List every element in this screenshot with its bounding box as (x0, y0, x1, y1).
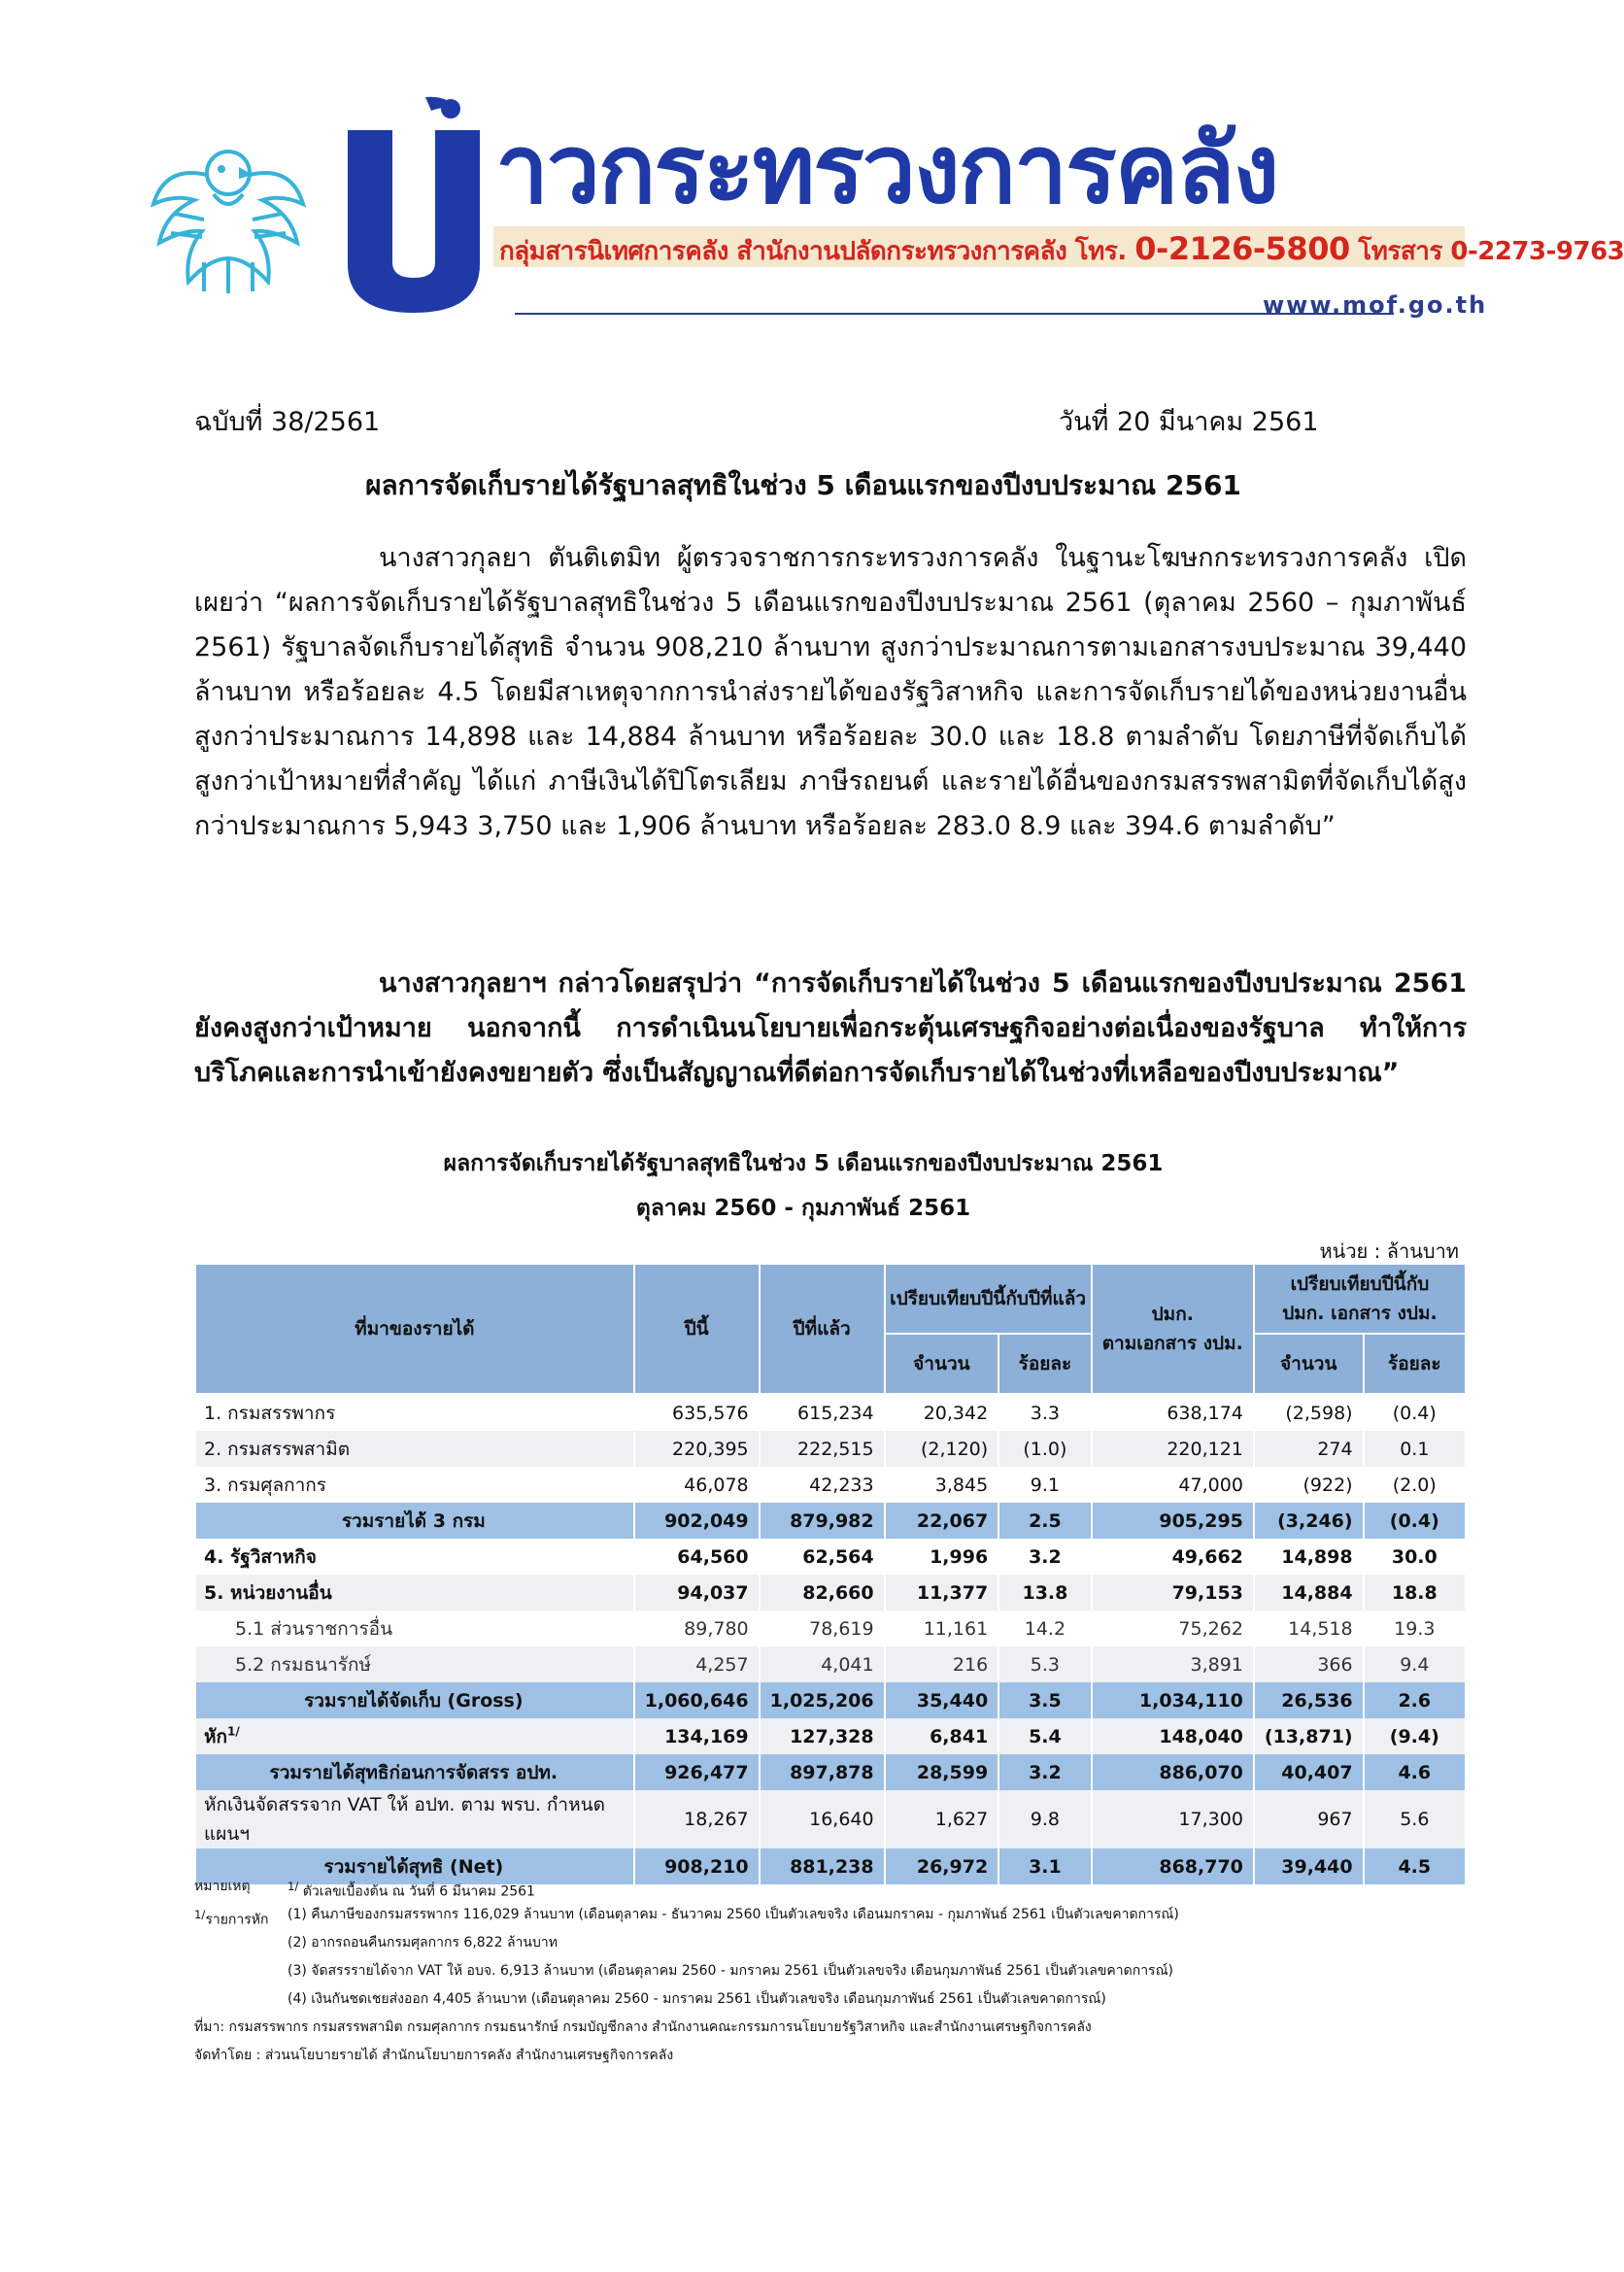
table-row (195, 1467, 1466, 1503)
cell-est-pct: (0.4) (1364, 1503, 1466, 1539)
row-footnote-mark: 1/ (227, 1724, 240, 1739)
source-row (194, 2014, 1467, 2042)
header-compare-estimate-line2: ปมก. เอกสาร งปม. (1282, 1303, 1438, 1324)
table-row (195, 1790, 1466, 1848)
table-unit: หน่วย : ล้านบาท (1319, 1239, 1459, 1263)
cell-est-diff: (13,871) (1254, 1718, 1364, 1754)
deduct-item-1: (1) คืนภาษีของกรมสรรพากร 116,029 ล้านบาท (เดือนตุลาคม - ธันวาคม 2560 เป็นตัวเลขจริง เดือนมกราคม - กุมภาพันธ์ 2561 เป็นตัวเลขคาดการณ์) (288, 1907, 1179, 1922)
deduct-item-row (194, 1929, 1467, 1957)
cell-est-diff: 14,518 (1254, 1611, 1364, 1646)
remark-row (194, 1873, 1467, 1901)
cell-diff: 35,440 (885, 1682, 999, 1718)
cell-this-year: 94,037 (634, 1575, 760, 1611)
remark-sup: 1/ (288, 1880, 299, 1893)
fax-label: โทรสาร (1358, 237, 1442, 266)
phone-number: 0-2126-5800 (1134, 230, 1350, 267)
cell-est-diff: 40,407 (1254, 1754, 1364, 1790)
row-label-text: 1. กรมสรรพากร (204, 1402, 336, 1424)
row-label-text: รวมรายได้ 3 กรม (341, 1509, 486, 1532)
row-label-text: รวมรายได้สุทธิ (Net) (323, 1855, 504, 1878)
cell-diff-pct: 9.8 (998, 1790, 1091, 1848)
header-compare-last-year: เปรียบเทียบปีนี้กับปีที่แล้ว (885, 1264, 1092, 1334)
row-label-text: 5. หน่วยงานอื่น (204, 1581, 332, 1604)
table-subtitle: ตุลาคม 2560 - กุมภาพันธ์ 2561 (635, 1196, 971, 1221)
table-row (195, 1754, 1466, 1790)
issue-number: ฉบับที่ 38/2561 (194, 407, 381, 437)
cell-estimate: 638,174 (1092, 1394, 1254, 1431)
header-amount: จำนวน (885, 1334, 999, 1394)
table-row (195, 1431, 1466, 1467)
cell-estimate: 220,121 (1092, 1431, 1254, 1467)
deduct-item-row (194, 1957, 1467, 1985)
row-label (195, 1646, 634, 1682)
cell-estimate: 47,000 (1092, 1467, 1254, 1503)
row-label (195, 1682, 634, 1718)
cell-diff-pct: 5.4 (998, 1718, 1091, 1754)
cell-estimate: 49,662 (1092, 1539, 1254, 1575)
cell-diff: 28,599 (885, 1754, 999, 1790)
table-row (195, 1394, 1466, 1431)
cell-last-year: 78,619 (760, 1611, 885, 1646)
contact-bar (493, 226, 1624, 267)
cell-diff-pct: 3.3 (998, 1394, 1091, 1431)
row-label (195, 1539, 634, 1575)
row-label (195, 1431, 634, 1467)
cell-est-pct: 30.0 (1364, 1539, 1466, 1575)
deduct-item-4: (4) เงินกันชดเชยส่งออก 4,405 ล้านบาท (เดือนตุลาคม 2560 - มกราคม 2561 เป็นตัวเลขจริง เดือนกุมภาพันธ์ 2561 เป็นตัวเลขคาดการณ์) (288, 1991, 1106, 2007)
cell-est-diff: 14,884 (1254, 1575, 1364, 1611)
cell-diff: 6,841 (885, 1718, 999, 1754)
cell-estimate: 79,153 (1092, 1575, 1254, 1611)
cell-est-diff: 967 (1254, 1790, 1364, 1848)
cell-est-pct: 9.4 (1364, 1646, 1466, 1682)
cell-estimate: 868,770 (1092, 1848, 1254, 1884)
cell-est-pct: 4.5 (1364, 1848, 1466, 1884)
row-label-text: 3. กรมศุลกากร (204, 1474, 326, 1496)
header-estimate-line1: ปมก. (1151, 1304, 1194, 1325)
cell-est-pct: 18.8 (1364, 1575, 1466, 1611)
cell-this-year: 134,169 (634, 1718, 760, 1754)
cell-last-year: 42,233 (760, 1467, 885, 1503)
header-last-year: ปีที่แล้ว (760, 1264, 885, 1394)
table-row (195, 1682, 1466, 1718)
cell-diff-pct: 3.2 (998, 1754, 1091, 1790)
cell-est-diff: 39,440 (1254, 1848, 1364, 1884)
cell-diff-pct: 5.3 (998, 1646, 1091, 1682)
remark-value: ตัวเลขเบื้องต้น ณ วันที่ 6 มีนาคม 2561 (302, 1883, 535, 1900)
cell-diff-pct: 9.1 (998, 1467, 1091, 1503)
cell-last-year: 16,640 (760, 1790, 885, 1848)
deduct-sup: 1/ (194, 1908, 206, 1921)
cell-this-year: 4,257 (634, 1646, 760, 1682)
cell-est-diff: 14,898 (1254, 1539, 1364, 1575)
contact-prefix: กลุ่มสารนิเทศการคลัง สำนักงานปลัดกระทรวงการคลัง โทร. (499, 237, 1127, 266)
cell-last-year: 1,025,206 (760, 1682, 885, 1718)
masthead (136, 97, 1624, 340)
header-estimate-line2: ตามเอกสาร งปม. (1101, 1333, 1243, 1354)
row-label (195, 1611, 634, 1646)
cell-diff: (2,120) (885, 1431, 999, 1467)
header-this-year: ปีนี้ (634, 1264, 760, 1394)
cell-diff: 11,377 (885, 1575, 999, 1611)
cell-this-year: 220,395 (634, 1431, 760, 1467)
cell-this-year: 1,060,646 (634, 1682, 760, 1718)
table-row (195, 1575, 1466, 1611)
cell-diff-pct: 14.2 (998, 1611, 1091, 1646)
cell-estimate: 17,300 (1092, 1790, 1254, 1848)
cell-last-year: 222,515 (760, 1431, 885, 1467)
row-label-text: 5.2 กรมธนารักษ์ (235, 1653, 371, 1676)
row-label (195, 1575, 634, 1611)
cell-est-diff: (3,246) (1254, 1503, 1364, 1539)
cell-diff: 20,342 (885, 1394, 999, 1431)
cell-estimate: 75,262 (1092, 1611, 1254, 1646)
header-compare-estimate (1254, 1264, 1466, 1334)
deduct-label-text: รายการหัก (205, 1912, 269, 1928)
row-label-text: หัก (204, 1725, 228, 1747)
row-label (195, 1790, 634, 1848)
cell-diff: 26,972 (885, 1848, 999, 1884)
source-text: ที่มา: กรมสรรพากร กรมสรรพสามิต กรมศุลกากร กรมธนารักษ์ กรมบัญชีกลาง สำนักงานคณะกรรมการนโยบายรัฐวิสาหกิจ และสำนักงานเศรษฐกิจการคลัง (194, 2019, 1092, 2035)
cell-est-diff: 366 (1254, 1646, 1364, 1682)
cell-this-year: 926,477 (634, 1754, 760, 1790)
cell-diff: 1,996 (885, 1539, 999, 1575)
cell-est-pct: 0.1 (1364, 1431, 1466, 1467)
cell-this-year: 64,560 (634, 1539, 760, 1575)
issue-date: วันที่ 20 มีนาคม 2561 (1059, 407, 1319, 437)
cell-estimate: 905,295 (1092, 1503, 1254, 1539)
row-label (195, 1394, 634, 1431)
header-amount-2: จำนวน (1254, 1334, 1364, 1394)
cell-this-year: 908,210 (634, 1848, 760, 1884)
cell-diff-pct: 3.5 (998, 1682, 1091, 1718)
header-percent-2: ร้อยละ (1364, 1334, 1466, 1394)
deduct-item-3: (3) จัดสรรรายได้จาก VAT ให้ อบจ. 6,913 ล้านบาท (เดือนตุลาคม 2560 - มกราคม 2561 เป็นตัวเลขจริง เดือนกุมภาพันธ์ 2561 เป็นตัวเลขคาดการณ์) (288, 1963, 1174, 1979)
cell-this-year: 89,780 (634, 1611, 760, 1646)
table-row (195, 1503, 1466, 1539)
row-label-text: หักเงินจัดสรรจาก VAT ให้ อปท. ตาม พรบ. กำหนดแผนฯ (204, 1794, 605, 1845)
masthead-title: าวกระทรวงการคลัง (495, 115, 1278, 225)
cell-this-year: 18,267 (634, 1790, 760, 1848)
prepared-text: จัดทำโดย : ส่วนนโยบายรายได้ สำนักนโยบายการคลัง สำนักงานเศรษฐกิจการคลัง (194, 2048, 674, 2063)
cell-diff: 216 (885, 1646, 999, 1682)
paragraph-2: นางสาวกุลยาฯ กล่าวโดยสรุปว่า “การจัดเก็บรายได้ในช่วง 5 เดือนแรกของปีงบประมาณ 2561 ยังคงสูงกว่าเป้าหมาย นอกจากนี้ การดำเนินนโยบายเพื่อกระตุ้นเศรษฐกิจอย่างต่อเนื่องของรัฐบาล ทำให้การบริโภคและการนำเข้ายังคงขยายตัว ซึ่งเป็นสัญญาณที่ดีต่อการจัดเก็บรายได้ในช่วงที่เหลือของปีงบประมาณ” (194, 968, 1467, 1088)
cell-diff-pct: 3.1 (998, 1848, 1091, 1884)
deduct-item-2: (2) อากรถอนคืนกรมศุลกากร 6,822 ล้านบาท (288, 1935, 558, 1950)
header-percent: ร้อยละ (998, 1334, 1091, 1394)
row-label (195, 1718, 634, 1754)
cell-last-year: 127,328 (760, 1718, 885, 1754)
cell-estimate: 1,034,110 (1092, 1682, 1254, 1718)
remark-label: หมายเหตุ (194, 1879, 251, 1894)
cell-est-diff: (922) (1254, 1467, 1364, 1503)
header-estimate (1092, 1264, 1254, 1394)
cell-last-year: 879,982 (760, 1503, 885, 1539)
table-title: ผลการจัดเก็บรายได้รัฐบาลสุทธิในช่วง 5 เดือนแรกของปีงบประมาณ 2561 (443, 1151, 1164, 1176)
cell-diff: 11,161 (885, 1611, 999, 1646)
cell-diff: 3,845 (885, 1467, 999, 1503)
row-label-text: 4. รัฐวิสาหกิจ (204, 1545, 317, 1568)
row-label-text: รวมรายได้จัดเก็บ (Gross) (304, 1689, 524, 1712)
row-label (195, 1754, 634, 1790)
cell-est-diff: (2,598) (1254, 1394, 1364, 1431)
paragraph-1: นางสาวกุลยา ตันติเตมิท ผู้ตรวจราชการกระทรวงการคลัง ในฐานะโฆษกกระทรวงการคลัง เปิดเผยว่า “ผลการจัดเก็บรายได้รัฐบาลสุทธิในช่วง 5 เดือนแรกของปีงบประมาณ 2561 (ตุลาคม 2560 – กุมภาพันธ์ 2561) รัฐบาลจัดเก็บรายได้สุทธิ จำนวน 908,210 ล้านบาท สูงกว่าประมาณการตามเอกสารงบประมาณ 39,440 ล้านบาท หรือร้อยละ 4.5 โดยมีสาเหตุจากการนำส่งรายได้ของรัฐวิสาหกิจ และการจัดเก็บรายได้ของหน่วยงานอื่น สูงกว่าประมาณการ 14,898 และ 14,884 ล้านบาท หรือร้อยละ 30.0 และ 18.8 ตามลำดับ โดยภาษีที่จัดเก็บได้สูงกว่าเป้าหมายที่สำคัญ ได้แก่ ภาษีเงินได้ปิโตรเลียม ภาษีรถยนต์ และรายได้อื่นของกรมสรรพสามิตที่จัดเก็บได้สูงกว่าประมาณการ 5,943 3,750 และ 1,906 ล้านบาท หรือร้อยละ 283.0 8.9 และ 394.6 ตามลำดับ” (194, 543, 1467, 841)
cell-est-pct: (0.4) (1364, 1394, 1466, 1431)
table-row (195, 1646, 1466, 1682)
cell-last-year: 4,041 (760, 1646, 885, 1682)
cell-estimate: 886,070 (1092, 1754, 1254, 1790)
table-row (195, 1539, 1466, 1575)
cell-last-year: 897,878 (760, 1754, 885, 1790)
cell-diff-pct: 3.2 (998, 1539, 1091, 1575)
row-label (195, 1467, 634, 1503)
cell-last-year: 615,234 (760, 1394, 885, 1431)
cell-last-year: 62,564 (760, 1539, 885, 1575)
footnotes (194, 1873, 1467, 2070)
garuda-emblem-icon (146, 136, 311, 301)
cell-est-pct: 4.6 (1364, 1754, 1466, 1790)
cell-last-year: 881,238 (760, 1848, 885, 1884)
row-label-text: 2. กรมสรรพสามิต (204, 1438, 351, 1460)
cell-estimate: 148,040 (1092, 1718, 1254, 1754)
header-compare-estimate-line1: เปรียบเทียบปีนี้กับ (1290, 1273, 1430, 1295)
cell-this-year: 902,049 (634, 1503, 760, 1539)
table-row (195, 1718, 1466, 1754)
row-label-text: 5.1 ส่วนราชการอื่น (235, 1617, 393, 1640)
headline: ผลการจัดเก็บรายได้รัฐบาลสุทธิในช่วง 5 เดือนแรกของปีงบประมาณ 2561 (365, 469, 1241, 501)
cell-est-pct: (9.4) (1364, 1718, 1466, 1754)
fax-number: 0-2273-9763 (1450, 237, 1624, 266)
deduct-item-row (194, 1985, 1467, 2014)
prepared-row (194, 2042, 1467, 2070)
row-label-text: รวมรายได้สุทธิก่อนการจัดสรร อปท. (269, 1761, 558, 1783)
deduct-row (194, 1901, 1467, 1929)
cell-diff: 1,627 (885, 1790, 999, 1848)
cell-diff-pct: (1.0) (998, 1431, 1091, 1467)
cell-estimate: 3,891 (1092, 1646, 1254, 1682)
revenue-table (194, 1263, 1467, 1884)
cell-this-year: 46,078 (634, 1467, 760, 1503)
cell-this-year: 635,576 (634, 1394, 760, 1431)
contact-line (499, 230, 1624, 271)
cell-est-diff: 26,536 (1254, 1682, 1364, 1718)
cell-diff-pct: 13.8 (998, 1575, 1091, 1611)
cell-est-pct: (2.0) (1364, 1467, 1466, 1503)
website-link[interactable]: www.mof.go.th (1263, 291, 1488, 319)
masthead-letter-glyph (342, 97, 486, 313)
cell-diff: 22,067 (885, 1503, 999, 1539)
table-row (195, 1611, 1466, 1646)
header-source: ที่มาของรายได้ (195, 1264, 634, 1394)
cell-est-pct: 19.3 (1364, 1611, 1466, 1646)
row-label (195, 1503, 634, 1539)
cell-diff-pct: 2.5 (998, 1503, 1091, 1539)
cell-last-year: 82,660 (760, 1575, 885, 1611)
cell-est-pct: 2.6 (1364, 1682, 1466, 1718)
cell-est-pct: 5.6 (1364, 1790, 1466, 1848)
cell-est-diff: 274 (1254, 1431, 1364, 1467)
